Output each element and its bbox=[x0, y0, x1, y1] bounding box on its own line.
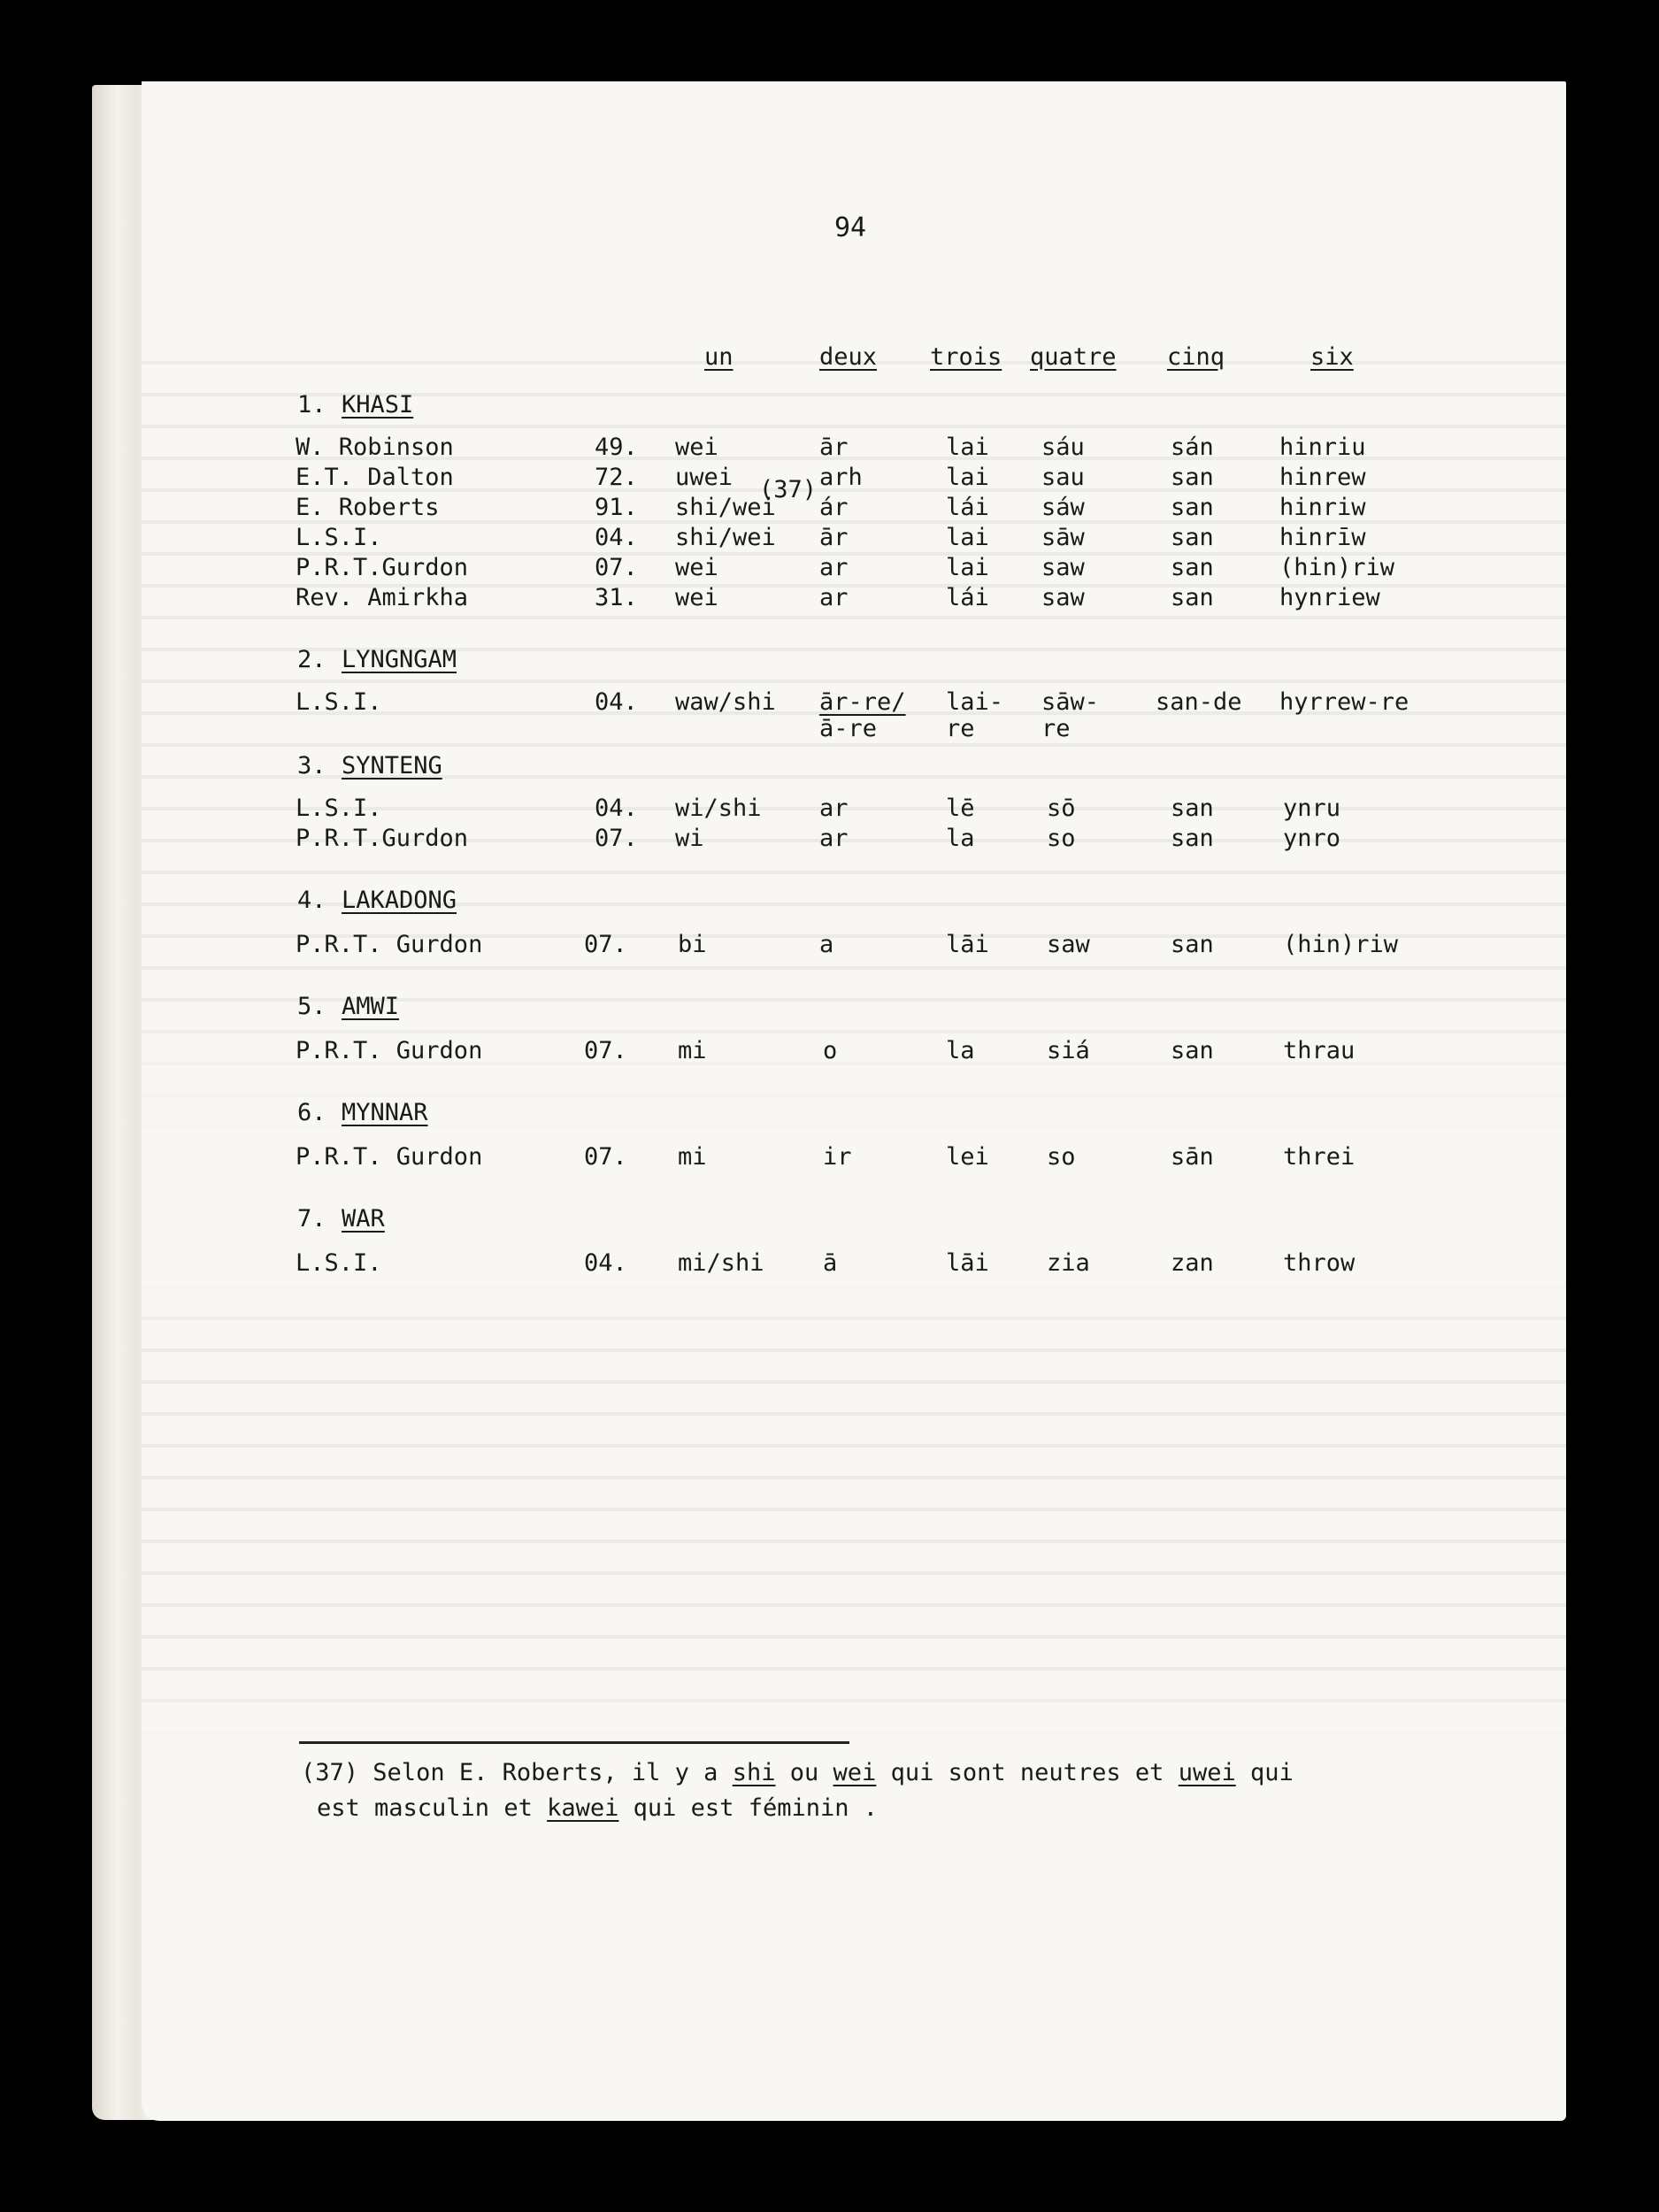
cell-un: wi bbox=[675, 825, 704, 852]
cell-cinq: san bbox=[1171, 1037, 1214, 1064]
cell-un: mi/shi bbox=[678, 1249, 764, 1277]
cell-cinq: sān bbox=[1171, 1143, 1214, 1171]
source: P.R.T. Gurdon bbox=[296, 1037, 483, 1064]
cell-deux-cont: ā-re bbox=[819, 715, 878, 742]
cell-cinq: san-de bbox=[1156, 688, 1242, 716]
section-title: LYNGNGAM bbox=[342, 646, 457, 673]
cell-cinq: san bbox=[1171, 494, 1214, 521]
col-header-cinq: cinq bbox=[1167, 343, 1225, 371]
footnote-text: Selon E. Roberts, il y a bbox=[373, 1759, 718, 1786]
footnote-text: ou bbox=[789, 1759, 819, 1786]
year: 07. bbox=[584, 1143, 627, 1171]
cell-trois-cont: re bbox=[946, 715, 975, 742]
cell-deux: ār bbox=[819, 524, 849, 551]
cell-un: wi/shi bbox=[675, 795, 762, 822]
cell-deux: ar bbox=[819, 554, 849, 581]
cell-six: threi bbox=[1283, 1143, 1356, 1171]
footnote-marker: (37) bbox=[759, 476, 818, 503]
year: 49. bbox=[595, 434, 638, 461]
cell-deux: ā bbox=[823, 1249, 838, 1277]
source: E.T. Dalton bbox=[296, 464, 454, 491]
cell-un: wei bbox=[675, 434, 718, 461]
cell-un: wei bbox=[675, 554, 718, 581]
cell-quatre: saw bbox=[1047, 931, 1090, 958]
cell-quatre: so bbox=[1047, 1143, 1076, 1171]
cell-cinq: sán bbox=[1171, 434, 1214, 461]
cell-cinq: san bbox=[1171, 795, 1214, 822]
year: 04. bbox=[595, 688, 638, 716]
source: E. Roberts bbox=[296, 494, 440, 521]
year: 04. bbox=[595, 795, 638, 822]
footnote-line-1 bbox=[301, 1755, 1294, 1791]
cell-trois: la bbox=[946, 825, 975, 852]
cell-trois: lai bbox=[946, 554, 989, 581]
cell-un: wei bbox=[675, 584, 718, 611]
cell-quatre: saw bbox=[1041, 554, 1085, 581]
year: 07. bbox=[584, 1037, 627, 1064]
cell-cinq: san bbox=[1171, 524, 1214, 551]
footnote-term: uwei bbox=[1178, 1759, 1236, 1786]
footnote-text: est masculin et bbox=[317, 1794, 533, 1822]
cell-deux: ar bbox=[819, 795, 849, 822]
cell-un: uwei bbox=[675, 464, 733, 491]
year: 04. bbox=[595, 524, 638, 551]
cell-six: hinrew bbox=[1279, 464, 1366, 491]
cell-six: hinriw bbox=[1279, 494, 1366, 521]
cell-trois: lāi bbox=[946, 931, 989, 958]
section-number: 2. bbox=[297, 646, 326, 673]
cell-six: thrau bbox=[1283, 1037, 1356, 1064]
cell-un: bi bbox=[678, 931, 707, 958]
source: P.R.T. Gurdon bbox=[296, 931, 483, 958]
section-number: 4. bbox=[297, 887, 326, 914]
cell-quatre: sō bbox=[1047, 795, 1076, 822]
source: L.S.I. bbox=[296, 524, 382, 551]
footnote-text: qui bbox=[1250, 1759, 1294, 1786]
section-title: KHASI bbox=[342, 391, 414, 419]
year: 72. bbox=[595, 464, 638, 491]
cell-deux: ar bbox=[819, 825, 849, 852]
cell-cinq: san bbox=[1171, 554, 1214, 581]
source: P.R.T. Gurdon bbox=[296, 1143, 483, 1171]
year: 07. bbox=[595, 554, 638, 581]
cell-quatre-cont: re bbox=[1041, 715, 1071, 742]
cell-deux: ár bbox=[819, 494, 849, 521]
col-header-six: six bbox=[1310, 343, 1354, 371]
cell-quatre: so bbox=[1047, 825, 1076, 852]
cell-cinq: san bbox=[1171, 464, 1214, 491]
footnote-line-2 bbox=[317, 1791, 878, 1826]
cell-deux: ār-re/ bbox=[819, 688, 906, 716]
cell-six: ynru bbox=[1283, 795, 1341, 822]
cell-deux: o bbox=[823, 1037, 838, 1064]
source: Rev. Amirkha bbox=[296, 584, 469, 611]
cell-deux: ar bbox=[819, 584, 849, 611]
cell-six: hyrrew-re bbox=[1279, 688, 1409, 716]
section-title: LAKADONG bbox=[342, 887, 457, 914]
footnote-number: (37) bbox=[301, 1759, 359, 1786]
source: L.S.I. bbox=[296, 688, 382, 716]
cell-six: hinrīw bbox=[1279, 524, 1366, 551]
cell-trois: lai- bbox=[946, 688, 1004, 716]
source: P.R.T.Gurdon bbox=[296, 554, 469, 581]
cell-cinq: san bbox=[1171, 931, 1214, 958]
cell-trois: lei bbox=[946, 1143, 989, 1171]
cell-six: throw bbox=[1283, 1249, 1356, 1277]
source: L.S.I. bbox=[296, 795, 382, 822]
section-title: SYNTENG bbox=[342, 752, 442, 780]
cell-deux: ār bbox=[819, 434, 849, 461]
col-header-trois: trois bbox=[930, 343, 1002, 371]
cell-trois: lē bbox=[946, 795, 975, 822]
cell-un: shi/wei bbox=[675, 524, 776, 551]
section-title: MYNNAR bbox=[342, 1099, 428, 1126]
cell-trois: lái bbox=[946, 494, 989, 521]
section-number: 5. bbox=[297, 993, 326, 1020]
cell-quatre: zia bbox=[1047, 1249, 1090, 1277]
cell-quatre: sau bbox=[1041, 464, 1085, 491]
cell-trois: lāi bbox=[946, 1249, 989, 1277]
cell-quatre: sáw bbox=[1041, 494, 1085, 521]
cell-six: hynriew bbox=[1279, 584, 1380, 611]
col-header-quatre: quatre bbox=[1030, 343, 1117, 371]
cell-trois: lái bbox=[946, 584, 989, 611]
source: W. Robinson bbox=[296, 434, 454, 461]
cell-six: ynro bbox=[1283, 825, 1341, 852]
source: P.R.T.Gurdon bbox=[296, 825, 469, 852]
cell-un: mi bbox=[678, 1143, 707, 1171]
page-number: 94 bbox=[834, 212, 867, 243]
footnote-rule bbox=[299, 1741, 849, 1744]
section-number: 6. bbox=[297, 1099, 326, 1126]
section-title: WAR bbox=[342, 1205, 385, 1233]
page bbox=[142, 81, 1566, 2121]
cell-cinq: zan bbox=[1171, 1249, 1214, 1277]
col-header-un: un bbox=[704, 343, 733, 371]
cell-quatre: sāw bbox=[1041, 524, 1085, 551]
cell-six: hinriu bbox=[1279, 434, 1366, 461]
footnote-term: kawei bbox=[547, 1794, 619, 1822]
cell-trois: la bbox=[946, 1037, 975, 1064]
cell-quatre: sāw- bbox=[1041, 688, 1100, 716]
cell-deux: ir bbox=[823, 1143, 852, 1171]
year: 07. bbox=[595, 825, 638, 852]
cell-six: (hin)riw bbox=[1283, 931, 1399, 958]
footnote-text: qui est féminin . bbox=[633, 1794, 878, 1822]
cell-trois: lai bbox=[946, 434, 989, 461]
year: 31. bbox=[595, 584, 638, 611]
section-number: 7. bbox=[297, 1205, 326, 1233]
cell-un: waw/shi bbox=[675, 688, 776, 716]
source: L.S.I. bbox=[296, 1249, 382, 1277]
col-header-deux: deux bbox=[819, 343, 878, 371]
cell-quatre: siá bbox=[1047, 1037, 1090, 1064]
footnote-term: shi bbox=[732, 1759, 776, 1786]
section-number: 1. bbox=[297, 391, 326, 419]
cell-un: mi bbox=[678, 1037, 707, 1064]
cell-un: shi/wei bbox=[675, 494, 776, 521]
cell-quatre: sáu bbox=[1041, 434, 1085, 461]
footnote-term: wei bbox=[833, 1759, 877, 1786]
cell-six: (hin)riw bbox=[1279, 554, 1395, 581]
cell-trois: lai bbox=[946, 524, 989, 551]
year: 07. bbox=[584, 931, 627, 958]
section-number: 3. bbox=[297, 752, 326, 780]
cell-deux: a bbox=[819, 931, 834, 958]
footnote-text: qui sont neutres et bbox=[890, 1759, 1164, 1786]
cell-cinq: san bbox=[1171, 825, 1214, 852]
cell-deux: arh bbox=[819, 464, 863, 491]
year: 04. bbox=[584, 1249, 627, 1277]
cell-trois: lai bbox=[946, 464, 989, 491]
cell-cinq: san bbox=[1171, 584, 1214, 611]
section-title: AMWI bbox=[342, 993, 400, 1020]
year: 91. bbox=[595, 494, 638, 521]
cell-quatre: saw bbox=[1041, 584, 1085, 611]
